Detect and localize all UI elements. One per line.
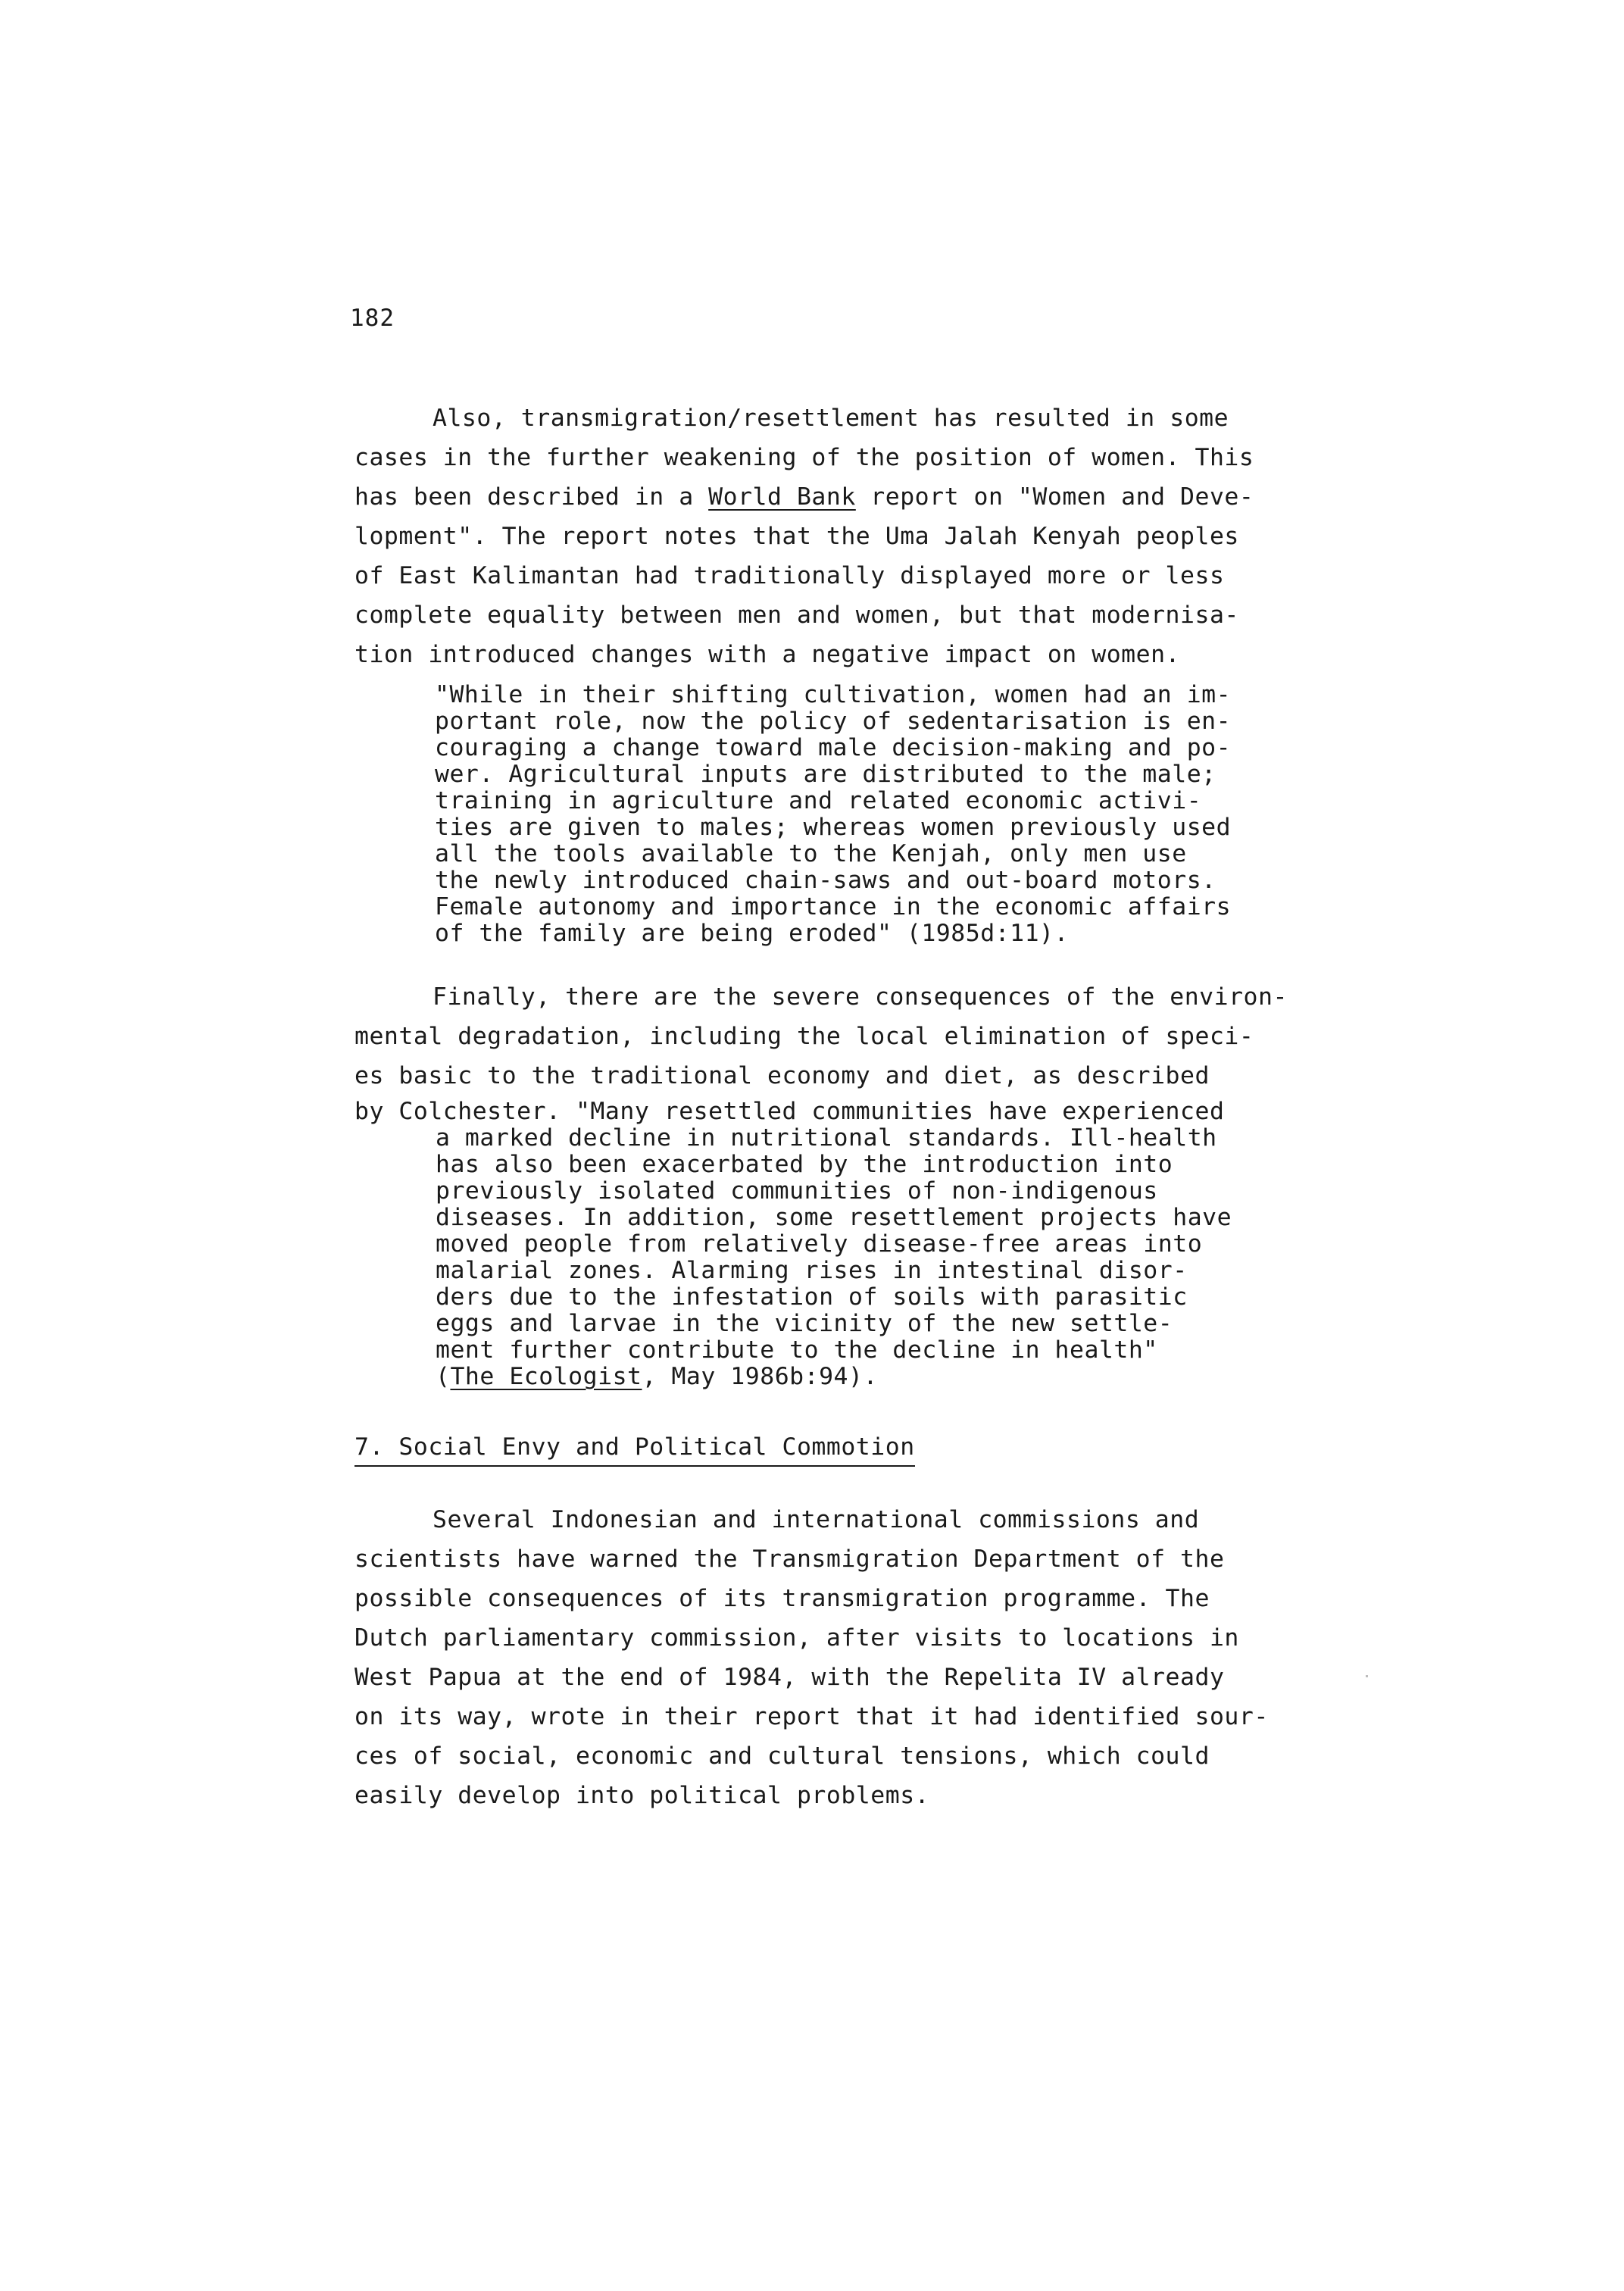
quote-line: ders due to the infestation of soils with parasitic (436, 1283, 1188, 1311)
quote-line: of the family are being eroded" (1985d:11). (435, 920, 1069, 947)
quote-line: by Colchester. "Many resettled communities have experienced (354, 1098, 1225, 1125)
quote-line: wer. Agricultural inputs are distributed to the male; (435, 761, 1216, 788)
text-line: West Papua at the end of 1984, with the Repelita IV already (354, 1664, 1225, 1691)
quote-line: malarial zones. Alarming rises in intestinal disor- (436, 1257, 1188, 1284)
text-line: lopment". The report notes that the Uma Jalah Kenyah peoples (354, 523, 1239, 550)
paragraph-women-position (354, 399, 1445, 674)
quote-line: couraging a change toward male decision-making and po- (435, 734, 1232, 761)
text-span: has been described in a (354, 483, 709, 511)
text-line: complete equality between men and women, but that modernisa- (354, 602, 1239, 629)
block-quote-world-bank (435, 682, 1526, 947)
text-line: ces of social, economic and cultural tensions, which could (354, 1742, 1210, 1770)
text-line: mental degradation, including the local elimination of speci- (354, 1023, 1254, 1050)
text-line: es basic to the traditional economy and diet, as described (354, 1062, 1210, 1089)
quote-line: Female autonomy and importance in the economic affairs (435, 893, 1232, 920)
text-line: tion introduced changes with a negative impact on women. (354, 641, 1181, 668)
quote-line: "While in their shifting cultivation, women had an im- (435, 681, 1232, 708)
section-heading: 7. Social Envy and Political Commotion (354, 1433, 915, 1467)
text-span: report on "Women and Deve- (855, 483, 1254, 511)
text-line (354, 477, 1445, 517)
paragraph-environmental-degradation (354, 977, 1445, 1095)
quote-line: moved people from relatively disease-free areas into (436, 1230, 1203, 1258)
text-line: easily develop into political problems. (354, 1782, 930, 1809)
quote-line: previously isolated communities of non-indigenous (436, 1177, 1158, 1205)
citation-open: ( (436, 1363, 451, 1390)
text-line: cases in the further weakening of the position of women. This (354, 444, 1254, 471)
quote-line: a marked decline in nutritional standards. Ill-health (436, 1124, 1217, 1152)
text-line: Dutch parliamentary commission, after visits to locations in (354, 1624, 1239, 1652)
page-number: 182 (350, 305, 395, 332)
world-bank-reference: World Bank (708, 483, 856, 511)
quote-line: training in agriculture and related economic activi- (435, 787, 1202, 814)
quote-line: eggs and larvae in the vicinity of the new settle- (436, 1310, 1173, 1337)
quote-line: ment further contribute to the decline in health" (436, 1336, 1158, 1364)
text-line: Finally, there are the severe consequences of the environ- (433, 983, 1288, 1011)
quote-line: all the tools available to the Kenjah, only men use (435, 840, 1187, 867)
text-line: possible consequences of its transmigration programme. The (354, 1585, 1210, 1612)
text-line: Also, transmigration/resettlement has resulted in some (433, 405, 1229, 432)
block-quote-colchester (354, 1099, 1445, 1390)
text-line: scientists have warned the Transmigration Department of the (354, 1546, 1225, 1573)
quote-line: portant role, now the policy of sedentarisation is en- (435, 708, 1232, 735)
paragraph-commissions-warning (354, 1500, 1445, 1815)
citation-line (354, 1364, 1445, 1390)
citation-source: The Ecologist (450, 1363, 642, 1390)
quote-line: has also been exacerbated by the introduction into (436, 1151, 1173, 1178)
text-line: of East Kalimantan had traditionally displayed more or less (354, 562, 1225, 589)
scan-speck (1366, 1675, 1368, 1677)
citation-rest: , May 1986b:94). (642, 1363, 878, 1390)
text-line: on its way, wrote in their report that it had identified sour- (354, 1703, 1269, 1730)
text-line: Several Indonesian and international commissions and (433, 1506, 1200, 1533)
quote-line: diseases. In addition, some resettlement projects have (436, 1204, 1232, 1231)
quote-line: ties are given to males; whereas women previously used (435, 814, 1232, 841)
quote-line: the newly introduced chain-saws and out-board motors. (435, 867, 1216, 894)
